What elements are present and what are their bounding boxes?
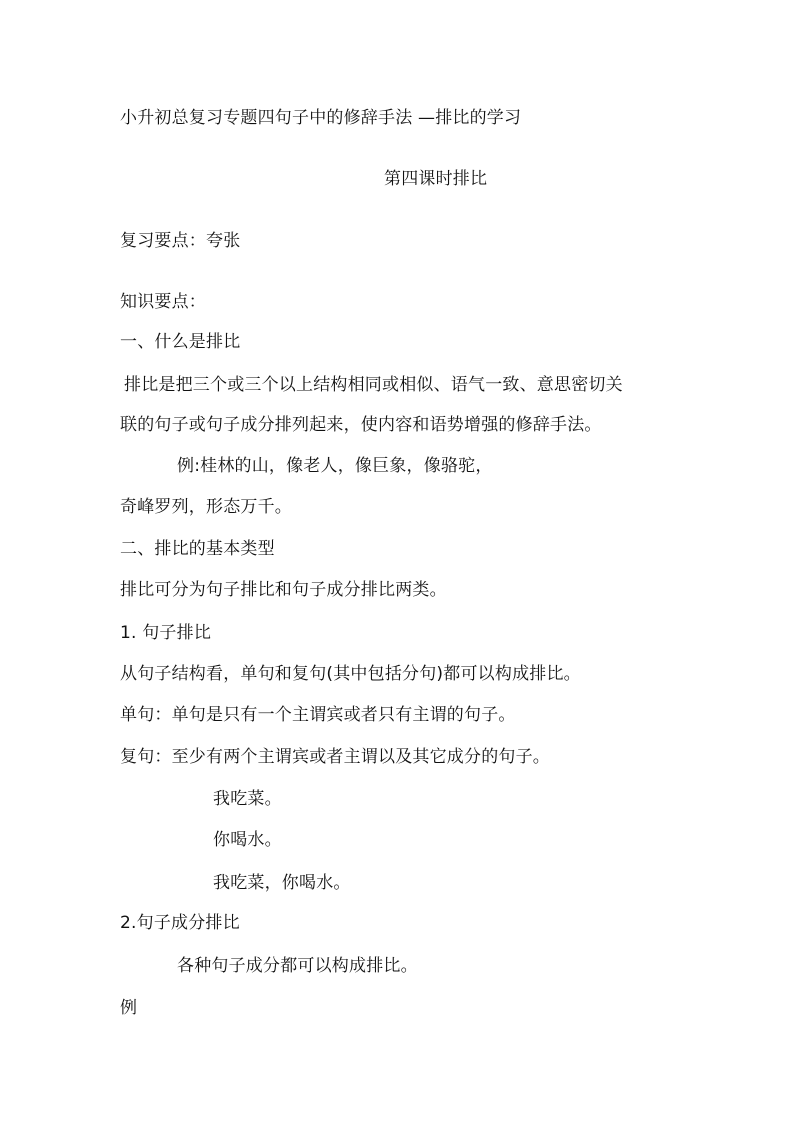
example-line-1: 例:桂林的山，像老人，像巨象，像骆驼， xyxy=(177,456,493,476)
review-point: 复习要点：夸张 xyxy=(120,231,241,251)
types-intro: 排比可分为句子排比和句子成分排比两类。 xyxy=(120,580,447,600)
section-heading-what-is-parallelism: 一、什么是排比 xyxy=(120,332,241,352)
example-label: 例 xyxy=(120,998,138,1018)
example-sentence-1: 我吃菜。 xyxy=(213,789,282,809)
subheading-component-parallelism: 2.句子成分排比 xyxy=(120,913,240,933)
section-heading-basic-types: 二、排比的基本类型 xyxy=(120,539,275,559)
example-line-2: 奇峰罗列，形态万千。 xyxy=(120,497,292,517)
document-title: 小升初总复习专题四句子中的修辞手法 —排比的学习 xyxy=(120,108,522,128)
sentence-structure-text: 从句子结构看，单句和复句(其中包括分句)都可以构成排比。 xyxy=(120,664,581,684)
subheading-sentence-parallelism: 1. 句子排比 xyxy=(120,623,212,643)
definition-line-1: 排比是把三个或三个以上结构相同或相似、语气一致、意思密切关 xyxy=(124,375,623,395)
component-parallelism-text: 各种句子成分都可以构成排比。 xyxy=(177,956,418,976)
knowledge-heading: 知识要点： xyxy=(120,292,206,312)
definition-line-2: 联的句子或句子成分排列起来，使内容和语势增强的修辞手法。 xyxy=(120,415,602,435)
complex-sentence-text: 复句：至少有两个主谓宾或者主谓以及其它成分的句子。 xyxy=(120,747,550,767)
document-subtitle: 第四课时排比 xyxy=(384,169,488,189)
simple-sentence-text: 单句：单句是只有一个主谓宾或者只有主谓的句子。 xyxy=(120,705,516,725)
example-sentence-2: 你喝水。 xyxy=(213,830,282,850)
example-sentence-3: 我吃菜，你喝水。 xyxy=(213,873,351,893)
